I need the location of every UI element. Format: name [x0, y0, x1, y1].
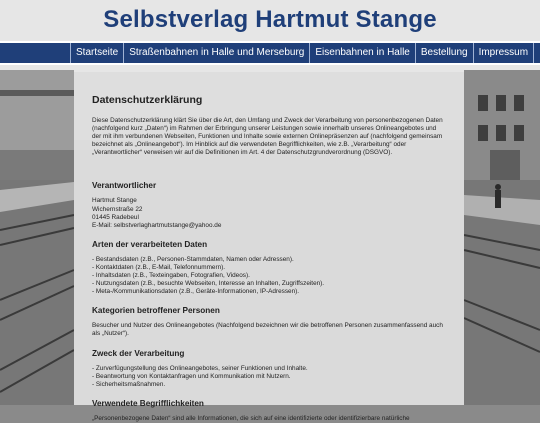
- page-title: Datenschutzerklärung: [92, 94, 203, 106]
- list-item: - Bestandsdaten (z.B., Personen-Stammdaten, Namen oder Adressen).: [92, 255, 294, 263]
- heading-purpose: Zweck der Verarbeitung: [92, 348, 185, 358]
- responsible-address: [92, 197, 446, 229]
- list-item: - Kontaktdaten (z.B., E-Mail, Telefonnummern).: [92, 263, 226, 271]
- nav-bestellung[interactable]: Bestellung: [415, 43, 473, 63]
- purpose-list: [92, 365, 446, 389]
- nav-startseite[interactable]: Startseite: [70, 43, 123, 63]
- nav-impressum[interactable]: Impressum: [473, 43, 534, 63]
- intro-paragraph: Diese Datenschutzerklärung klärt Sie über die Art, den Umfang und Zweck der Verarbeitung von personenbezogenen Daten (nachfolgend kurz „Daten“) im Rahmen der Erbringung unserer Leistungen sowie innerhalb unseres Onlineangebotes und der mit ihm verbundenen Webseiten, Funktionen und Inhalte sowie externen Onlinepräsenzen auf (nachfolgend gemeinsam bezeichnet als „Onlineangebot“). Im Hinblick auf die verwendeten Begrifflichkeiten, wie z.B. „Verarbeitung“ oder „Verantwortlicher“ verweisen wir auf die Definitionen im Art. 4 der Datenschutzgrundverordnung (DSGVO).: [92, 117, 443, 157]
- address-line: 01445 Radebeul: [92, 213, 139, 221]
- heading-terms: Verwendete Begrifflichkeiten: [92, 398, 204, 408]
- main-navigation: [0, 41, 540, 65]
- email-line[interactable]: E-Mail: selbstverlaghartmutstange@yahoo.de: [92, 221, 222, 229]
- site-title: Selbstverlag Hartmut Stange: [103, 6, 437, 33]
- heading-data-types: Arten der verarbeiteten Daten: [92, 239, 208, 249]
- data-types-list: [92, 256, 446, 296]
- list-item: - Inhaltsdaten (z.B., Texteingaben, Fotografien, Videos).: [92, 272, 250, 280]
- heading-responsible: Verantwortlicher: [92, 181, 157, 191]
- terms-paragraph: „Personenbezogene Daten“ sind alle Informationen, die sich auf eine identifizierte oder identifizierbare natürliche: [92, 414, 410, 422]
- nav-strassenbahnen[interactable]: Straßenbahnen in Halle und Merseburg: [123, 43, 309, 63]
- heading-categories: Kategorien betroffener Personen: [92, 306, 220, 316]
- nav-eisenbahnen[interactable]: Eisenbahnen in Halle: [309, 43, 415, 63]
- content-panel: [74, 72, 464, 422]
- list-item: - Nutzungsdaten (z.B., besuchte Webseiten, Interesse an Inhalten, Zugriffszeiten).: [92, 280, 325, 288]
- list-item: - Zurverfügungstellung des Onlineangebotes, seiner Funktionen und Inhalte.: [92, 364, 308, 372]
- address-line: Hartmut Stange: [92, 197, 137, 205]
- list-item: - Sicherheitsmaßnahmen.: [92, 380, 166, 388]
- categories-paragraph: Besucher und Nutzer des Onlineangebotes (Nachfolgend bezeichnen wir die betroffenen Personen zusammenfassend auch als „Nutzer“).: [92, 322, 443, 338]
- list-item: - Meta-/Kommunikationsdaten (z.B., Geräte-Informationen, IP-Adressen).: [92, 288, 300, 296]
- list-item: - Beantwortung von Kontaktanfragen und Kommunikation mit Nutzern.: [92, 372, 291, 380]
- address-line: Wichernstraße 22: [92, 205, 143, 213]
